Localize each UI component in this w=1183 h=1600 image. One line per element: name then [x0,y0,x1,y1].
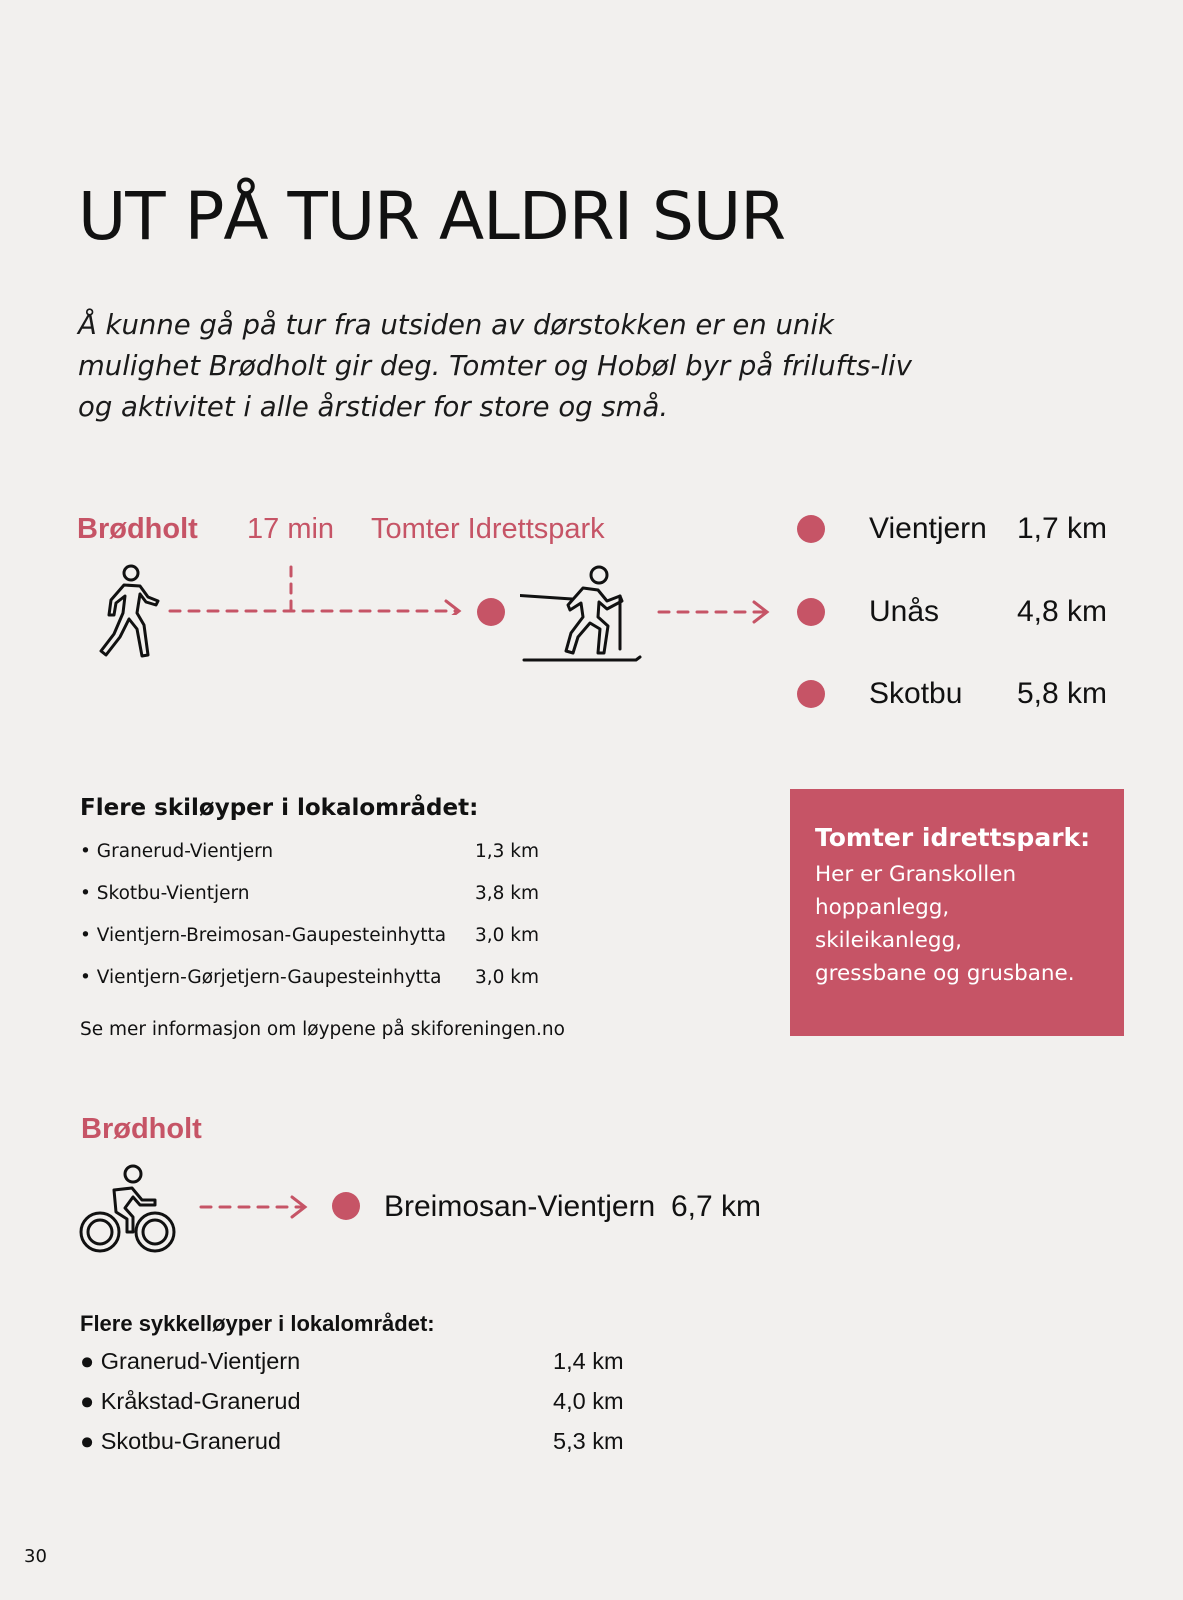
bike-trail-distance: 4,0 km [553,1388,624,1414]
ski-route-arrow-2 [656,598,778,628]
ski-trail-distance: 3,0 km [475,925,540,946]
intro-paragraph: Å kunne gå på tur fra utsiden av dørstokken er en unik mulighet Brødholt gir deg. Tomter og Hobøl byr på frilufts-liv og aktivitet i alle årstider for store og små. [78,309,912,423]
ski-origin-label: Brødholt [77,513,198,545]
info-box-line: skileikanlegg, [815,928,963,953]
bike-trail-name: Granerud-Vientjern [100,1348,301,1374]
info-box-line: Her er Granskollen [815,862,1017,887]
ski-trail-distance: 3,8 km [475,883,540,904]
walking-person-icon [96,563,160,659]
skier-icon [520,563,642,667]
info-box-title: Tomter idrettspark: [815,823,1091,852]
ski-time-label: 17 min [247,513,335,545]
ski-trail-distance: 3,0 km [475,967,540,988]
bike-trail-distance: 5,3 km [553,1428,624,1454]
ski-trail-name: • Skotbu-Vientjern [80,883,250,904]
bike-route-arrow [198,1193,314,1223]
bike-destination-distance: 6,7 km [671,1190,762,1223]
bike-trails-heading: Flere sykkelløyper i lokalområdet: [80,1311,435,1336]
ski-trails-heading: Flere skiløyper i lokalområdet: [80,795,479,821]
destination-name: Unås [869,595,940,628]
page-number: 30 [24,1546,47,1567]
destination-dot [797,680,825,708]
bike-destination-name: Breimosan-Vientjern [384,1190,656,1223]
info-box-text [815,858,1099,990]
bike-trail-name: Kråkstad-Granerud [100,1388,301,1414]
cyclist-icon [78,1164,178,1256]
ski-trail-name: • Granerud-Vientjern [80,841,274,862]
info-box-line: hoppanlegg, [815,895,950,920]
bike-trail-item: ● Granerud-Vientjern [80,1348,301,1374]
ski-trail-name: • Vientjern-Breimosan-Gaupesteinhytta [80,925,447,946]
page-title: UT PÅ TUR ALDRI SUR [78,178,786,256]
destination-distance: 5,8 km [1016,677,1107,710]
bike-trail-item: ● Skotbu-Granerud [80,1428,282,1454]
more-info-link[interactable]: skiforeningen.no [410,1019,565,1040]
bike-destination-dot [332,1192,360,1220]
bike-trail-item: ● Kråkstad-Granerud [80,1388,301,1414]
bike-trail-distance: 1,4 km [553,1348,624,1374]
bike-trail-name: Skotbu-Granerud [100,1428,282,1454]
destination-name: Vientjern [869,512,987,545]
destination-name: Skotbu [869,677,963,710]
ski-hub-label: Tomter Idrettspark [371,513,605,545]
bike-origin-label: Brødholt [81,1113,202,1145]
destination-distance: 4,8 km [1016,595,1107,628]
more-info-prefix: Se mer informasjon om løypene på [80,1019,411,1040]
more-info-text [80,1021,565,1040]
ski-trail-distance: 1,3 km [475,841,540,862]
destination-dot [797,598,825,626]
ski-trail-name: • Vientjern-Gørjetjern-Gaupesteinhytta [80,967,442,988]
ski-hub-dot [477,598,505,626]
info-box [790,789,1124,1036]
info-box-line: gressbane og grusbane. [815,961,1075,986]
destination-dot [797,515,825,543]
destination-distance: 1,7 km [1016,512,1107,545]
ski-route-arrow-1 [166,565,476,615]
